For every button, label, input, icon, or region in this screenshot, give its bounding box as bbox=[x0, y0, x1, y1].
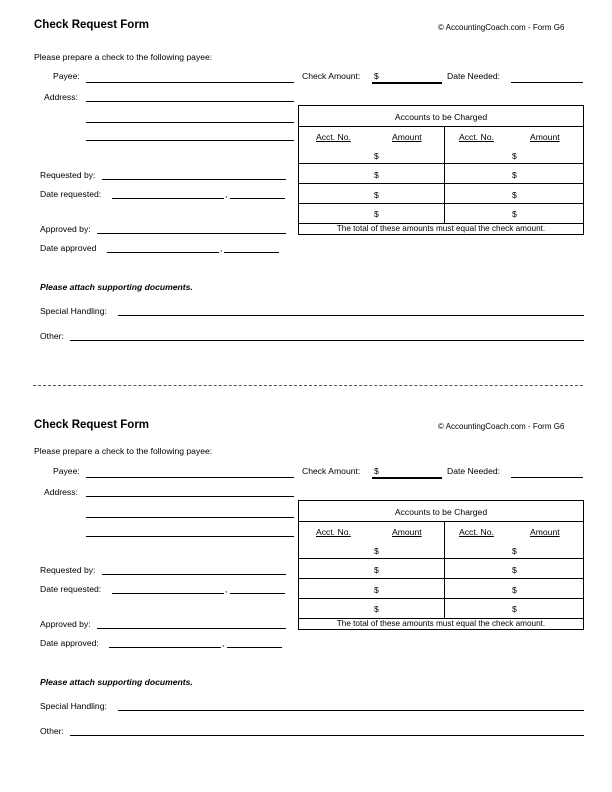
amount-dollar: $ bbox=[374, 170, 379, 180]
date-approved-field[interactable] bbox=[109, 647, 221, 648]
date-approved-year-field[interactable] bbox=[224, 252, 279, 253]
col-acct-no-1: Acct. No. bbox=[316, 132, 351, 142]
intro-text: Please prepare a check to the following payee: bbox=[34, 52, 213, 62]
date-needed-label: Date Needed: bbox=[447, 466, 501, 476]
check-request-form-bottom bbox=[0, 395, 612, 791]
amount-dollar: $ bbox=[374, 151, 379, 161]
table-divider bbox=[299, 126, 583, 127]
check-amount-dollar: $ bbox=[374, 466, 379, 476]
table-divider bbox=[299, 521, 583, 522]
address-label: Address: bbox=[44, 92, 78, 102]
payee-field[interactable] bbox=[86, 477, 294, 478]
amount-dollar: $ bbox=[512, 170, 517, 180]
requested-by-field[interactable] bbox=[102, 574, 286, 575]
accounts-table bbox=[298, 105, 584, 235]
table-row-line[interactable] bbox=[299, 203, 583, 204]
address-field-line-1[interactable] bbox=[86, 101, 294, 102]
address-field-line-2[interactable] bbox=[86, 517, 294, 518]
approved-by-label: Approved by: bbox=[40, 619, 91, 629]
attach-note: Please attach supporting documents. bbox=[40, 677, 193, 687]
comma: , bbox=[222, 638, 225, 648]
requested-by-label: Requested by: bbox=[40, 565, 96, 575]
date-needed-field[interactable] bbox=[511, 82, 583, 83]
table-row-line[interactable] bbox=[299, 163, 583, 164]
other-label: Other: bbox=[40, 331, 64, 341]
table-row-line[interactable] bbox=[299, 598, 583, 599]
address-field-line-3[interactable] bbox=[86, 140, 294, 141]
col-amount-1: Amount bbox=[392, 527, 422, 537]
payee-label: Payee: bbox=[53, 466, 80, 476]
check-amount-label: Check Amount: bbox=[302, 466, 361, 476]
table-footer-note: The total of these amounts must equal the check amount. bbox=[336, 224, 546, 233]
other-label: Other: bbox=[40, 726, 64, 736]
date-approved-label: Date approved: bbox=[40, 638, 99, 648]
address-label: Address: bbox=[44, 487, 78, 497]
amount-dollar: $ bbox=[512, 151, 517, 161]
date-requested-label: Date requested: bbox=[40, 189, 102, 199]
accounts-table bbox=[298, 500, 584, 630]
col-acct-no-1: Acct. No. bbox=[316, 527, 351, 537]
approved-by-label: Approved by: bbox=[40, 224, 91, 234]
special-handling-field[interactable] bbox=[118, 315, 584, 316]
date-approved-year-field[interactable] bbox=[227, 647, 282, 648]
amount-dollar: $ bbox=[512, 190, 517, 200]
payee-field[interactable] bbox=[86, 82, 294, 83]
form-credit: © AccountingCoach.com - Form G6 bbox=[438, 23, 565, 32]
amount-dollar: $ bbox=[512, 209, 517, 219]
accounts-table-heading: Accounts to be Charged bbox=[394, 507, 488, 517]
amount-dollar: $ bbox=[374, 604, 379, 614]
attach-note: Please attach supporting documents. bbox=[40, 282, 193, 292]
payee-label: Payee: bbox=[53, 71, 80, 81]
date-requested-year-field[interactable] bbox=[230, 198, 285, 199]
cut-line bbox=[33, 385, 583, 386]
amount-dollar: $ bbox=[374, 565, 379, 575]
address-field-line-3[interactable] bbox=[86, 536, 294, 537]
form-credit: © AccountingCoach.com - Form G6 bbox=[438, 422, 565, 431]
accounts-table-heading: Accounts to be Charged bbox=[394, 112, 488, 122]
date-needed-field[interactable] bbox=[511, 477, 583, 478]
amount-dollar: $ bbox=[512, 604, 517, 614]
approved-by-field[interactable] bbox=[97, 628, 286, 629]
table-row-line[interactable] bbox=[299, 558, 583, 559]
table-divider bbox=[444, 521, 445, 619]
col-acct-no-2: Acct. No. bbox=[459, 132, 494, 142]
amount-dollar: $ bbox=[512, 565, 517, 575]
col-acct-no-2: Acct. No. bbox=[459, 527, 494, 537]
amount-dollar: $ bbox=[374, 209, 379, 219]
table-row-line[interactable] bbox=[299, 578, 583, 579]
check-amount-label: Check Amount: bbox=[302, 71, 361, 81]
intro-text: Please prepare a check to the following payee: bbox=[34, 446, 213, 456]
date-needed-label: Date Needed: bbox=[447, 71, 501, 81]
comma: , bbox=[225, 189, 228, 199]
check-amount-dollar: $ bbox=[374, 71, 379, 81]
table-divider bbox=[444, 126, 445, 224]
date-requested-year-field[interactable] bbox=[230, 593, 285, 594]
other-field[interactable] bbox=[70, 340, 584, 341]
col-amount-2: Amount bbox=[530, 132, 560, 142]
special-handling-field[interactable] bbox=[118, 710, 584, 711]
special-handling-label: Special Handling: bbox=[40, 701, 107, 711]
date-requested-field[interactable] bbox=[112, 593, 224, 594]
table-row-line[interactable] bbox=[299, 183, 583, 184]
date-approved-label: Date approved bbox=[40, 243, 97, 253]
table-footer-note: The total of these amounts must equal the check amount. bbox=[336, 619, 546, 628]
col-amount-2: Amount bbox=[530, 527, 560, 537]
amount-dollar: $ bbox=[512, 546, 517, 556]
special-handling-label: Special Handling: bbox=[40, 306, 107, 316]
form-title: Check Request Form bbox=[34, 419, 150, 431]
comma: , bbox=[220, 243, 223, 253]
amount-dollar: $ bbox=[374, 190, 379, 200]
check-amount-field[interactable] bbox=[372, 82, 442, 84]
amount-dollar: $ bbox=[374, 546, 379, 556]
address-field-line-1[interactable] bbox=[86, 496, 294, 497]
col-amount-1: Amount bbox=[392, 132, 422, 142]
date-approved-field[interactable] bbox=[107, 252, 219, 253]
check-amount-field[interactable] bbox=[372, 477, 442, 479]
amount-dollar: $ bbox=[512, 585, 517, 595]
address-field-line-2[interactable] bbox=[86, 122, 294, 123]
date-requested-field[interactable] bbox=[112, 198, 224, 199]
approved-by-field[interactable] bbox=[97, 233, 286, 234]
requested-by-field[interactable] bbox=[102, 179, 286, 180]
requested-by-label: Requested by: bbox=[40, 170, 96, 180]
comma: , bbox=[225, 584, 228, 594]
other-field[interactable] bbox=[70, 735, 584, 736]
form-title: Check Request Form bbox=[34, 19, 150, 31]
date-requested-label: Date requested: bbox=[40, 584, 102, 594]
amount-dollar: $ bbox=[374, 585, 379, 595]
